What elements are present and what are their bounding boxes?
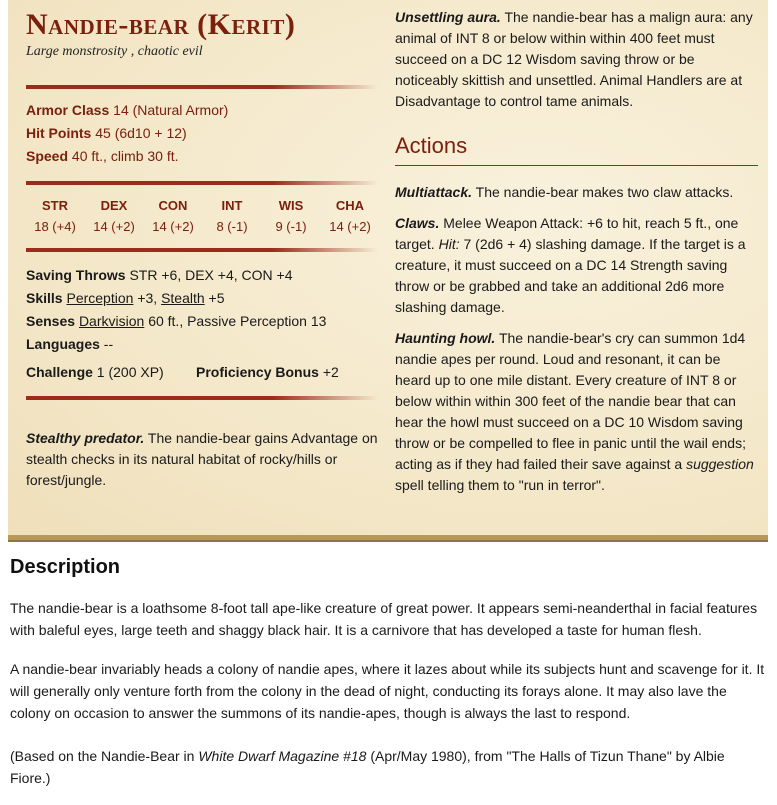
ability-name-dex: DEX <box>100 198 128 213</box>
trait-unsettling-aura <box>395 7 757 112</box>
ability-name-int: INT <box>221 198 243 213</box>
skills-label: Skills <box>26 290 63 306</box>
action-text: The nandie-bear makes two claw attacks. <box>475 184 734 200</box>
languages-value: -- <box>103 336 114 352</box>
description-source <box>10 745 765 789</box>
hit-points-value: 45 (6d10 + 12) <box>95 125 187 141</box>
senses-line <box>26 313 326 329</box>
hit-label: Hit: <box>438 236 460 252</box>
skill-perception-bonus: +3, <box>137 290 158 306</box>
skill-perception-link[interactable]: Perception <box>66 290 134 306</box>
saving-throws-value: STR +6, DEX +4, CON +4 <box>129 267 293 283</box>
divider <box>26 396 378 400</box>
action-haunting-howl <box>395 328 757 496</box>
action-text: Melee Weapon Attack: +6 to hit, reach 5 ft., one target. <box>395 215 739 252</box>
saving-throws-label: Saving Throws <box>26 267 126 283</box>
skills-line <box>26 290 225 306</box>
trait-name: Stealthy predator. <box>26 430 145 446</box>
ability-scores <box>26 198 382 238</box>
action-text: 7 (2d6 + 4) slashing damage. If the target is a creature, it must succeed on a DC 14 Strength saving throw or be grabbed and take an additional 2d6 more slashing damage. <box>395 236 746 315</box>
challenge-label: Challenge <box>26 364 93 380</box>
ability-name-str: STR <box>42 198 68 213</box>
action-name: Claws. <box>395 215 440 231</box>
actions-divider <box>395 165 758 166</box>
skill-stealth-link[interactable]: Stealth <box>161 290 205 306</box>
proficiency-label: Proficiency Bonus <box>196 364 319 380</box>
trait-name: Unsettling aura. <box>395 9 501 25</box>
speed-label: Speed <box>26 148 69 164</box>
divider <box>26 248 378 252</box>
languages-label: Languages <box>26 336 100 352</box>
actions-heading: Actions <box>395 133 468 158</box>
monster-type: Large monstrosity , chaotic evil <box>26 44 203 59</box>
divider <box>26 181 378 185</box>
action-claws <box>395 213 757 318</box>
spell-name: suggestion <box>686 456 754 472</box>
hit-points-line <box>26 125 187 141</box>
trait-stealthy-predator <box>26 428 378 491</box>
source-text: (Based on the Nandie-Bear in <box>10 748 195 764</box>
action-text: spell telling them to "run in terror". <box>395 477 605 493</box>
armor-class-line <box>26 102 228 118</box>
action-text: The nandie-bear's cry can summon 1d4 nandie apes per round. Loud and resonant, it can be heard up to one mile distant. Every creature of INT 8 or below within within 300 feet of the nandie bear that can hear the howl must succeed on a DC 10 Wisdom saving throw or be compelled to flee in panic until the wail ends; acting as if they had failed their save against a <box>395 330 746 472</box>
saving-throws-line <box>26 267 292 283</box>
proficiency-value: +2 <box>322 364 339 380</box>
senses-value: 60 ft., Passive Perception 13 <box>148 313 327 329</box>
description-paragraph: A nandie-bear invariably heads a colony of nandie apes, where it lazes about while its subjects hunt and scavenge for it. It will generally only venture forth from the colony in the dead of night, conducting its forays alone. It may also lave the colony on occasion to answer the summons of its nandie-apes, though is always the last to respond. <box>10 661 765 721</box>
languages-line <box>26 336 113 352</box>
action-multiattack <box>395 182 757 203</box>
proficiency-line <box>196 364 339 380</box>
description-heading: Description <box>10 556 121 578</box>
darkvision-link[interactable]: Darkvision <box>78 313 145 329</box>
ability-score-wis: 9 (-1) <box>275 219 307 234</box>
ability-score-int: 8 (-1) <box>216 219 248 234</box>
ability-score-cha: 14 (+2) <box>329 219 371 234</box>
hit-points-label: Hit Points <box>26 125 92 141</box>
trait-text: The nandie-bear has a malign aura: any animal of INT 8 or below within within 400 feet must succeed on a DC 12 Wisdom saving throw or be noticeably skittish and unsettled. Animal Handlers are at Disadvantage to control tame animals. <box>395 9 753 109</box>
senses-label: Senses <box>26 313 76 329</box>
armor-class-value: 14 (Natural Armor) <box>113 102 229 118</box>
monster-name: Nandie-bear (Kerit) <box>26 8 296 41</box>
skill-stealth-bonus: +5 <box>208 290 225 306</box>
ability-score-str: 18 (+4) <box>34 219 76 234</box>
action-name: Haunting howl. <box>395 330 496 346</box>
speed-value: 40 ft., climb 30 ft. <box>71 148 179 164</box>
ability-score-dex: 14 (+2) <box>93 219 135 234</box>
stat-block <box>8 0 768 540</box>
ability-score-con: 14 (+2) <box>152 219 194 234</box>
trait-text: The nandie-bear gains Advantage on stealth checks in its natural habitat of rocky/hills or forest/jungle. <box>26 430 378 488</box>
divider <box>26 85 378 89</box>
ability-name-con: CON <box>158 198 188 213</box>
action-name: Multiattack. <box>395 184 473 200</box>
armor-class-label: Armor Class <box>26 102 110 118</box>
speed-line <box>26 148 179 164</box>
ability-name-wis: WIS <box>278 198 304 213</box>
source-title: White Dwarf Magazine #18 <box>198 748 367 764</box>
source-text: (Apr/May 1980), from "The Halls of Tizun Thane" by Albie Fiore.) <box>10 748 725 786</box>
challenge-value: 1 (200 XP) <box>96 364 164 380</box>
challenge-line <box>26 364 164 380</box>
ability-name-cha: CHA <box>335 198 365 213</box>
description-paragraph: The nandie-bear is a loathsome 8-foot tall ape-like creature of great power. It appears semi-neanderthal in facial features with baleful eyes, large teeth and shaggy black hair. It is a carnivore that has developed a taste for human flesh. <box>10 600 758 638</box>
